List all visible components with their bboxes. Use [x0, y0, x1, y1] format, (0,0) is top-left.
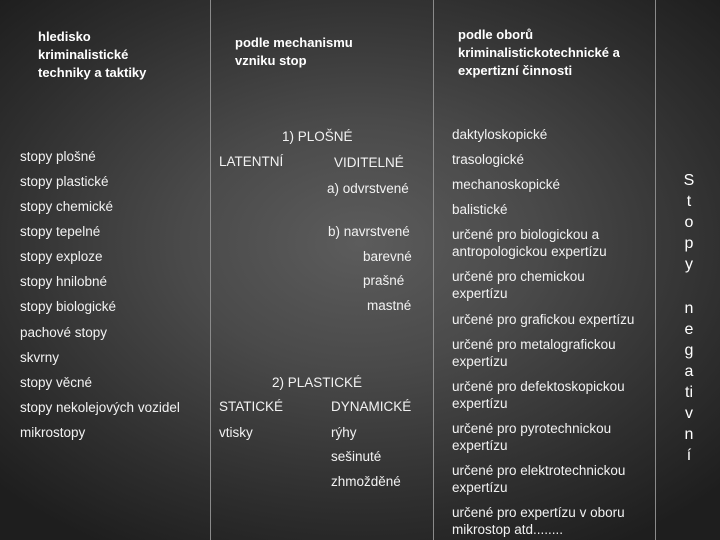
- col3-item-line: daktyloskopické: [452, 127, 548, 142]
- col3-item: [452, 378, 625, 412]
- side-label-stopy: [676, 170, 702, 275]
- col3-item-line: určené pro elektrotechnickou: [452, 463, 626, 478]
- col3-item: [452, 311, 634, 328]
- side-letter: n: [684, 426, 694, 443]
- col1-item: mikrostopy: [20, 425, 86, 440]
- col1-item: stopy biologické: [20, 299, 117, 314]
- col1-item: skvrny: [20, 350, 60, 365]
- side-letter: ti: [685, 384, 693, 401]
- side-letter: g: [684, 342, 694, 359]
- header-col2: [235, 34, 353, 70]
- col1-item: stopy nekolejových vozidel: [20, 400, 180, 415]
- header-col1-line: techniky a taktiky: [38, 65, 147, 80]
- col3-item: [452, 336, 616, 370]
- header-col1-line: hledisko: [38, 29, 91, 44]
- col1-item: pachové stopy: [20, 325, 108, 340]
- col3-item-line: expertízu: [452, 480, 508, 495]
- col3-item-line: balistické: [452, 202, 508, 217]
- col3-item-line: určené pro grafickou expertízu: [452, 312, 635, 327]
- side-letter: v: [685, 405, 693, 422]
- col1-item: stopy plošné: [20, 149, 96, 164]
- col1-item: stopy exploze: [20, 249, 103, 264]
- side-letter: í: [686, 447, 692, 464]
- col3-item: [452, 462, 625, 496]
- col1-item: stopy chemické: [20, 199, 114, 214]
- col3-item: [452, 201, 508, 218]
- col2-plasticke: 2) PLASTICKÉ: [272, 375, 363, 390]
- side-letter: p: [684, 235, 694, 252]
- side-label-negativni: [676, 298, 702, 466]
- col3-item: [452, 176, 560, 193]
- divider-2: [433, 0, 434, 540]
- col2-ryhy: rýhy: [331, 425, 357, 440]
- col3-item-line: mechanoskopické: [452, 177, 561, 192]
- header-col3: [458, 26, 620, 80]
- header-col1: [38, 28, 146, 82]
- header-col2-line: podle mechanismu: [235, 35, 353, 50]
- col3-item-line: určené pro expertízu v oboru: [452, 505, 625, 520]
- col3-item-line: expertízu: [452, 354, 508, 369]
- side-letter: a: [684, 363, 694, 380]
- col2-barevne: barevné: [363, 249, 412, 264]
- col3-item-line: určené pro biologickou a: [452, 227, 600, 242]
- col1-item: stopy věcné: [20, 375, 93, 390]
- header-col3-line: kriminalistickotechnické a: [458, 45, 620, 60]
- col2-navrstvene: b) navrstvené: [328, 224, 410, 239]
- divider-1: [210, 0, 211, 540]
- col3-item: [452, 504, 625, 538]
- col2-odvrstvene: a) odvrstvené: [327, 181, 409, 196]
- col3-item-line: určené pro defektoskopickou: [452, 379, 625, 394]
- col3-item-line: expertízu: [452, 396, 508, 411]
- header-col1-line: kriminalistické: [38, 47, 129, 62]
- col2-plosne: 1) PLOŠNÉ: [282, 129, 353, 144]
- col2-sesinute: sešinuté: [331, 449, 382, 464]
- col3-item-line: expertízu: [452, 438, 508, 453]
- col2-mastne: mastné: [367, 298, 412, 313]
- col1-item: stopy plastické: [20, 174, 109, 189]
- col3-item: [452, 268, 585, 302]
- side-letter: o: [684, 214, 694, 231]
- header-col2-line: vzniku stop: [235, 53, 307, 68]
- col3-item-line: mikrostop atd........: [452, 522, 564, 537]
- col2-viditelne: VIDITELNÉ: [334, 155, 404, 170]
- side-letter: n: [684, 300, 694, 317]
- side-letter: t: [686, 193, 692, 210]
- side-letter: y: [685, 256, 693, 273]
- col3-item-line: určené pro metalografickou: [452, 337, 616, 352]
- col3-item: [452, 226, 607, 260]
- header-col3-line: podle oborů: [458, 27, 534, 42]
- col3-item-line: trasologické: [452, 152, 525, 167]
- side-letter: S: [683, 172, 695, 189]
- header-col3-line: expertizní činnosti: [458, 63, 573, 78]
- divider-3: [655, 0, 656, 540]
- col2-dynamicke: DYNAMICKÉ: [331, 399, 412, 414]
- col3-item-line: určené pro pyrotechnickou: [452, 421, 612, 436]
- side-letter: e: [684, 321, 694, 338]
- col3-item-line: antropologickou expertízu: [452, 244, 607, 259]
- col3-item: [452, 151, 524, 168]
- col2-prasne: prašné: [363, 273, 405, 288]
- col3-item: [452, 126, 547, 143]
- col2-zhmozdene: zhmožděné: [331, 474, 401, 489]
- col2-latentni: LATENTNÍ: [219, 154, 284, 169]
- col2-vtisky: vtisky: [219, 425, 253, 440]
- col1-item: stopy hnilobné: [20, 274, 108, 289]
- col3-item-line: určené pro chemickou: [452, 269, 585, 284]
- col3-item-line: expertízu: [452, 286, 508, 301]
- col3-item: [452, 420, 611, 454]
- col2-staticke: STATICKÉ: [219, 399, 284, 414]
- col1-item: stopy tepelné: [20, 224, 101, 239]
